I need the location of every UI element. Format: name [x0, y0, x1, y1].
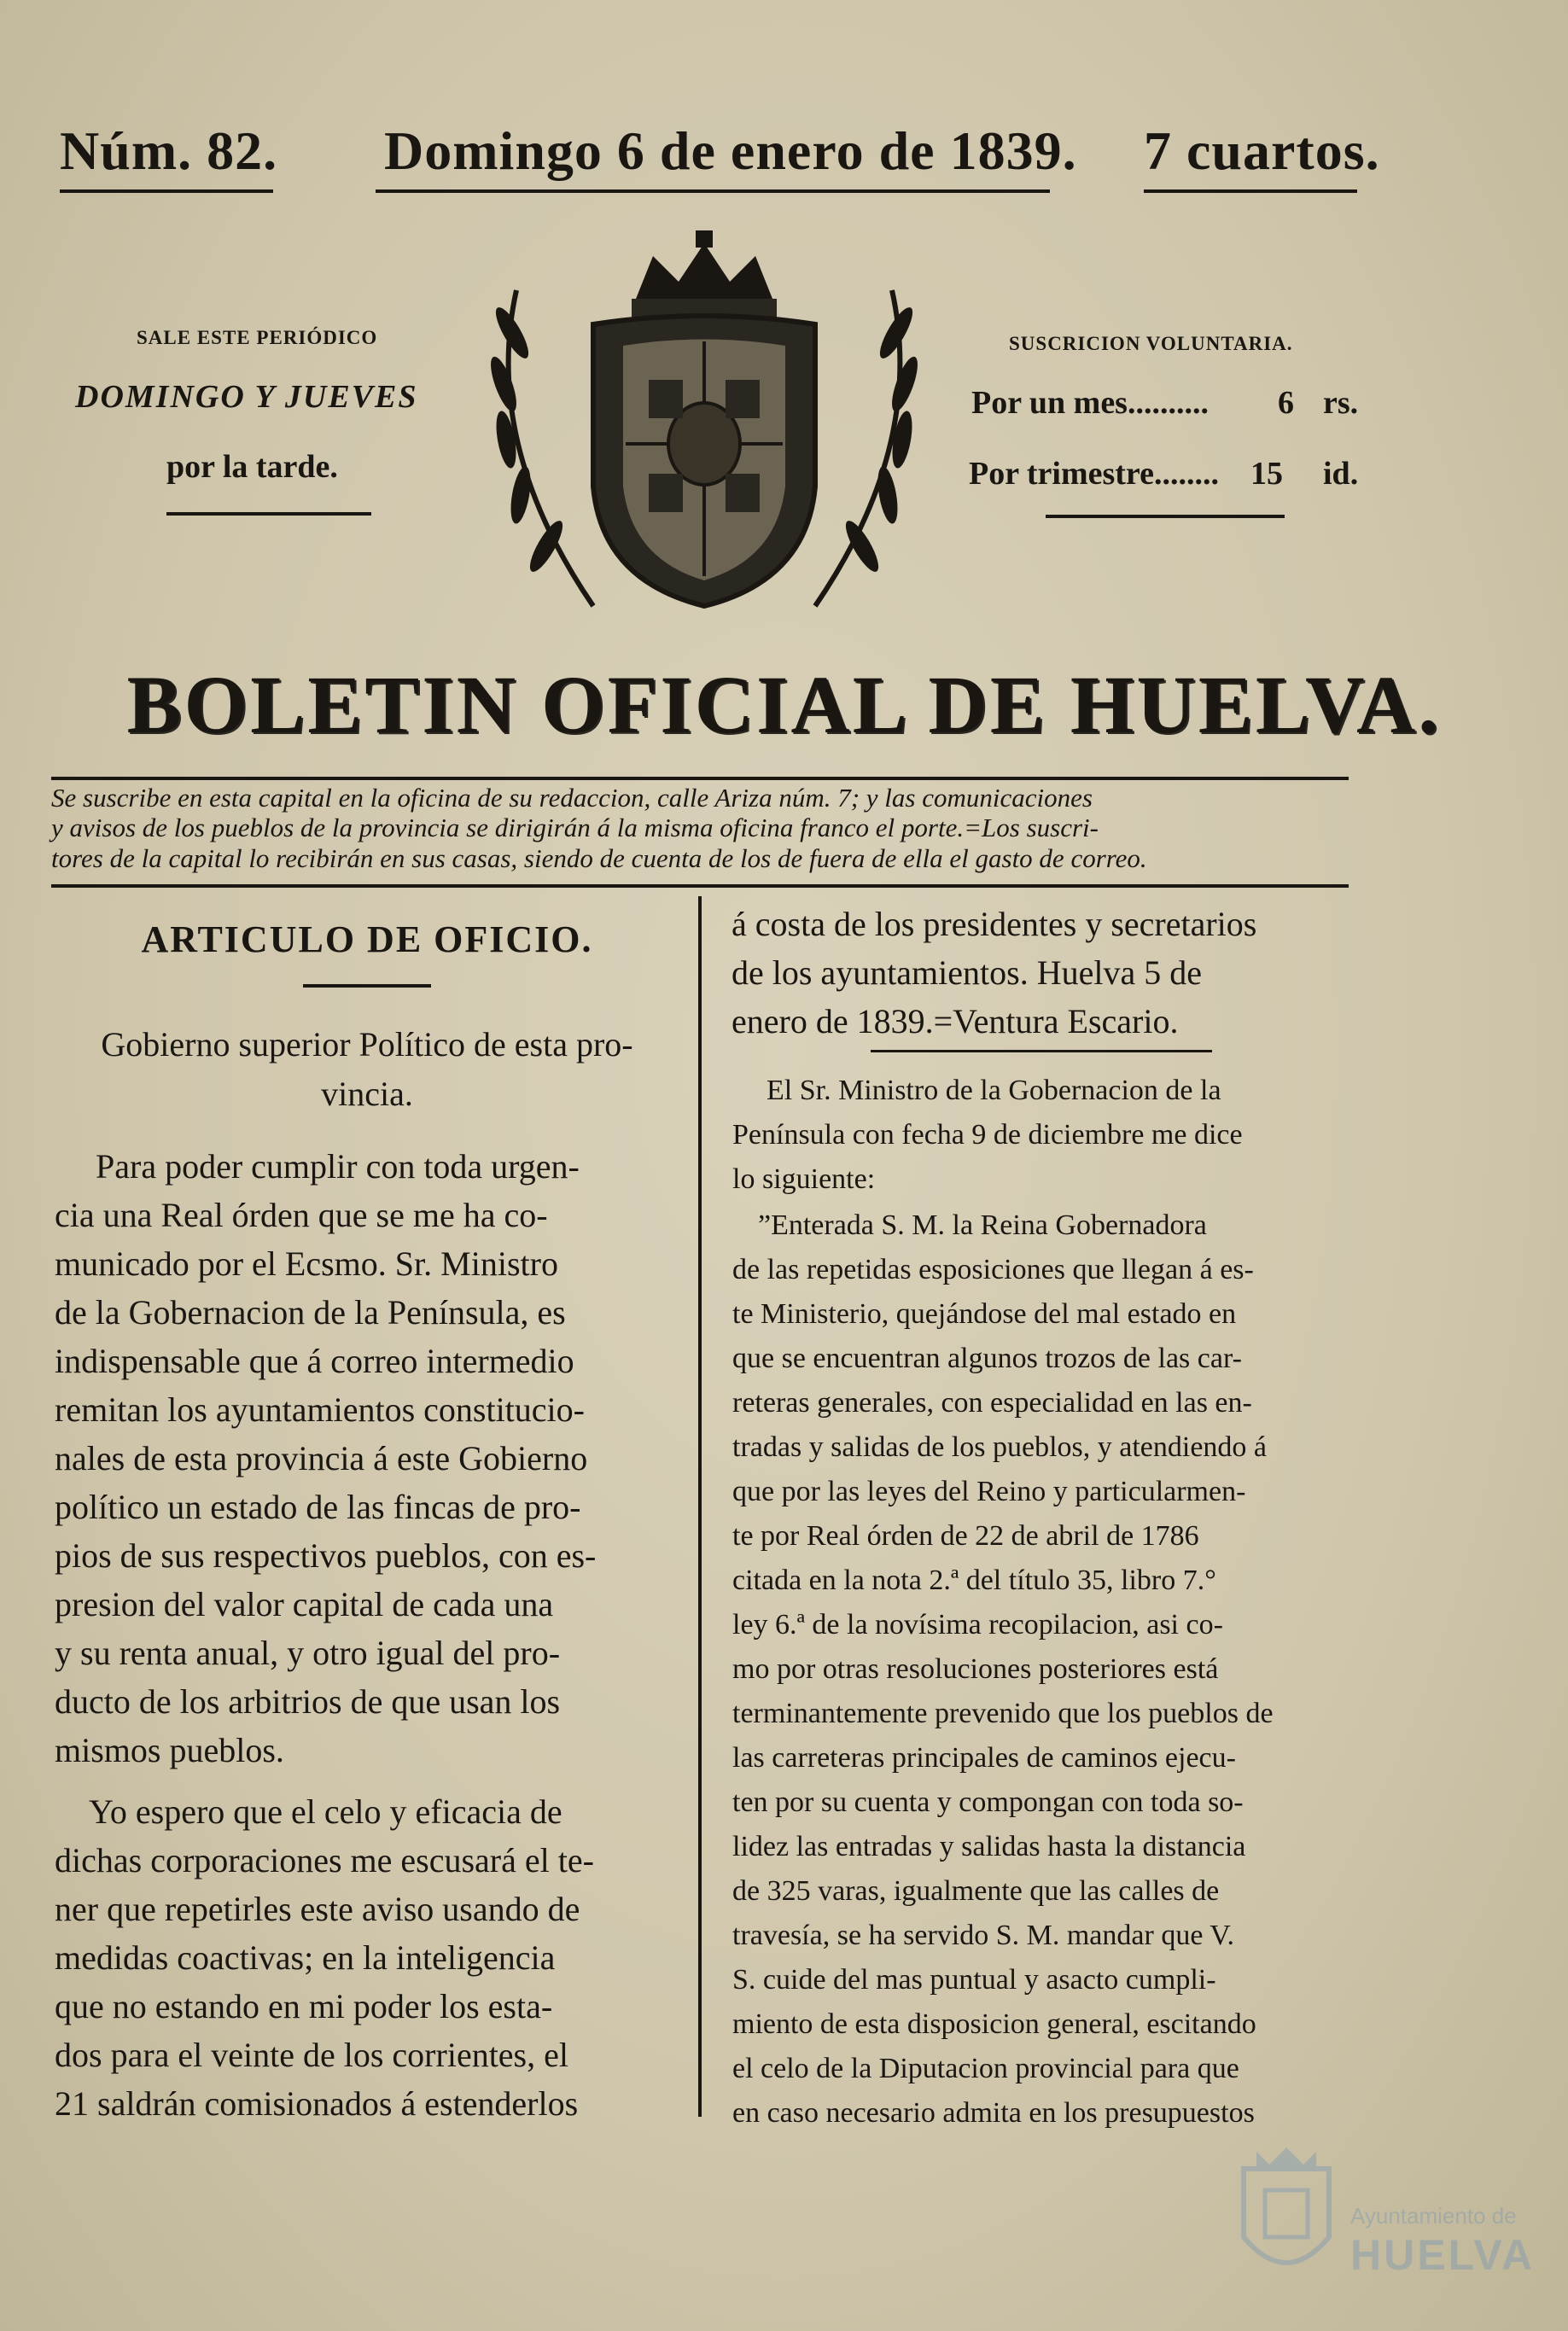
- right-paragraph-1: [732, 1069, 1243, 1202]
- right-p2-line: mo por otras resoluciones posteriores está: [732, 1653, 1219, 1685]
- left-p2-line: Yo espero que el celo y eficacia de: [89, 1792, 562, 1831]
- right-box-heading: SUSCRICION VOLUNTARIA.: [1009, 333, 1293, 354]
- notice-rule-top: [51, 777, 1349, 780]
- right-p2-line: te por Real órden de 22 de abril de 1786: [732, 1520, 1199, 1552]
- left-p1-line: nales de esta provincia á este Gobierno: [55, 1439, 588, 1477]
- notice-line-1: Se suscribe en esta capital en la oficina de su redaccion, calle Ariza núm. 7; y las comunicaciones: [51, 783, 1093, 813]
- left-p1-line: cia una Real órden que se me ha co-: [55, 1196, 548, 1234]
- right-p2-line: citada en la nota 2.ª del título 35, libro 7.°: [732, 1565, 1216, 1596]
- right-p2-line: ten por su cuenta y compongan con toda so-: [732, 1786, 1244, 1818]
- section-title-rule: [303, 984, 431, 988]
- subtitle-line-1: Gobierno superior Político de esta pro-: [101, 1025, 633, 1064]
- right-p2-line: reteras generales, con especialidad en las en-: [732, 1387, 1252, 1419]
- right-p1-line: Península con fecha 9 de diciembre me dice: [732, 1119, 1243, 1151]
- column-divider: [698, 896, 702, 2117]
- watermark-line-2: HUELVA: [1350, 2231, 1536, 2279]
- issue-price: 7 cuartos.: [1144, 120, 1380, 181]
- left-p2-line: dichas corporaciones me escusará el te-: [55, 1841, 594, 1879]
- right-cont-line: de los ayuntamientos. Huelva 5 de: [732, 953, 1202, 992]
- right-continuation: [732, 900, 1256, 1046]
- right-p2-line: te Ministerio, quejándose del mal estado en: [732, 1298, 1237, 1330]
- price-row-quarter-label: Por trimestre........: [969, 456, 1219, 492]
- left-paragraph-1: [55, 1142, 596, 1774]
- masthead-rule-right: [1144, 189, 1357, 193]
- left-p2-line: medidas coactivas; en la inteligencia: [55, 1938, 556, 1977]
- right-p2-line: de las repetidas esposiciones que llegan á es-: [732, 1254, 1254, 1285]
- notice-line-3: tores de la capital lo recibirán en sus casas, siendo de cuenta de los de fuera de ella el gasto de correo.: [51, 843, 1147, 873]
- right-p2-line: ”Enterada S. M. la Reina Gobernadora: [758, 1209, 1207, 1241]
- right-p2-line: ley 6.ª de la novísima recopilacion, asi co-: [732, 1609, 1223, 1640]
- right-p2-line: travesía, se ha servido S. M. mandar que V.: [732, 1920, 1234, 1951]
- right-p2-line: miento de esta disposicion general, escitando: [732, 2008, 1256, 2040]
- left-box-days: DOMINGO Y JUEVES: [75, 379, 418, 415]
- price-row-quarter-unit: id.: [1323, 456, 1359, 492]
- notice-line-2: y avisos de los pueblos de la provincia se dirigirán á la misma oficina franco el porte.=Los suscri-: [51, 813, 1099, 842]
- price-row-month-label: Por un mes..........: [971, 385, 1209, 421]
- right-p2-line: el celo de la Diputacion provincial para que: [732, 2053, 1239, 2084]
- subtitle-line-2: vincia.: [321, 1075, 413, 1113]
- right-p1-line: El Sr. Ministro de la Gobernacion de la: [767, 1075, 1221, 1106]
- right-p2-line: lidez las entradas y salidas hasta la distancia: [732, 1831, 1246, 1862]
- city-shield-icon: [1235, 2143, 1338, 2288]
- price-row-month-unit: rs.: [1323, 385, 1359, 421]
- left-p1-line: de la Gobernacion de la Península, es: [55, 1293, 566, 1332]
- right-p2-line: terminantemente prevenido que los pueblos de: [732, 1698, 1274, 1729]
- right-p2-line: S. cuide del mas puntual y asacto cumpli-: [732, 1964, 1216, 1996]
- masthead-rule-left: [60, 189, 273, 193]
- left-p1-line: mismos pueblos.: [55, 1731, 284, 1769]
- ayuntamiento-watermark: [1235, 2143, 1536, 2297]
- right-cont-line: enero de 1839.=Ventura Escario.: [732, 1002, 1179, 1040]
- left-p1-line: pios de sus respectivos pueblos, con es-: [55, 1536, 597, 1575]
- right-p2-line: en caso necesario admita en los presupuestos: [732, 2097, 1255, 2129]
- right-p2-line: que por las leyes del Reino y particularmen-: [732, 1476, 1246, 1507]
- issue-number: Núm. 82.: [60, 120, 278, 181]
- left-p1-line: ducto de los arbitrios de que usan los: [55, 1682, 561, 1721]
- right-box-rule: [1046, 515, 1285, 518]
- left-p2-line: que no estando en mi poder los esta-: [55, 1987, 553, 2025]
- left-p1-line: político un estado de las fincas de pro-: [55, 1488, 581, 1526]
- subtitle: [51, 1020, 683, 1119]
- right-paragraph-2: [732, 1203, 1274, 2136]
- left-p1-line: y su renta anual, y otro igual del pro-: [55, 1634, 561, 1672]
- coat-of-arms-emblem: [465, 230, 943, 632]
- watermark-line-1: Ayuntamiento de: [1350, 2203, 1517, 2229]
- right-p2-line: que se encuentran algunos trozos de las car-: [732, 1343, 1242, 1374]
- left-p1-line: presion del valor capital de cada una: [55, 1585, 554, 1623]
- left-p1-line: Para poder cumplir con toda urgen-: [96, 1147, 580, 1186]
- left-p2-line: dos para el veinte de los corrientes, el: [55, 2036, 568, 2074]
- price-row-month-amount: 6: [1278, 385, 1294, 421]
- section-title: ARTICULO DE OFICIO.: [141, 918, 593, 960]
- notice-rule-bottom: [51, 884, 1349, 888]
- left-p1-line: municado por el Ecsmo. Sr. Ministro: [55, 1244, 558, 1283]
- left-box-rule: [166, 512, 371, 516]
- left-box-heading: SALE ESTE PERIÓDICO: [137, 327, 378, 348]
- price-row-quarter-amount: 15: [1250, 456, 1283, 492]
- left-paragraph-2: [55, 1787, 594, 2128]
- left-p1-line: remitan los ayuntamientos constitucio-: [55, 1390, 585, 1429]
- left-p1-line: indispensable que á correo intermedio: [55, 1342, 574, 1380]
- right-p2-line: de 325 varas, igualmente que las calles de: [732, 1875, 1220, 1907]
- issue-date: Domingo 6 de enero de 1839.: [384, 120, 1077, 181]
- right-column-rule: [871, 1050, 1212, 1052]
- left-p2-line: 21 saldrán comisionados á estenderlos: [55, 2084, 579, 2123]
- left-p2-line: ner que repetirles este aviso usando de: [55, 1890, 580, 1928]
- left-box-time: por la tarde.: [166, 449, 338, 485]
- right-p2-line: tradas y salidas de los pueblos, y atendiendo á: [732, 1431, 1268, 1463]
- right-p2-line: las carreteras principales de caminos ejecu-: [732, 1742, 1236, 1774]
- newspaper-title: BOLETIN OFICIAL DE HUELVA.: [126, 659, 1442, 750]
- right-cont-line: á costa de los presidentes y secretarios: [732, 905, 1257, 943]
- masthead-rule-center: [376, 189, 1050, 193]
- right-p1-line: lo siguiente:: [732, 1163, 876, 1195]
